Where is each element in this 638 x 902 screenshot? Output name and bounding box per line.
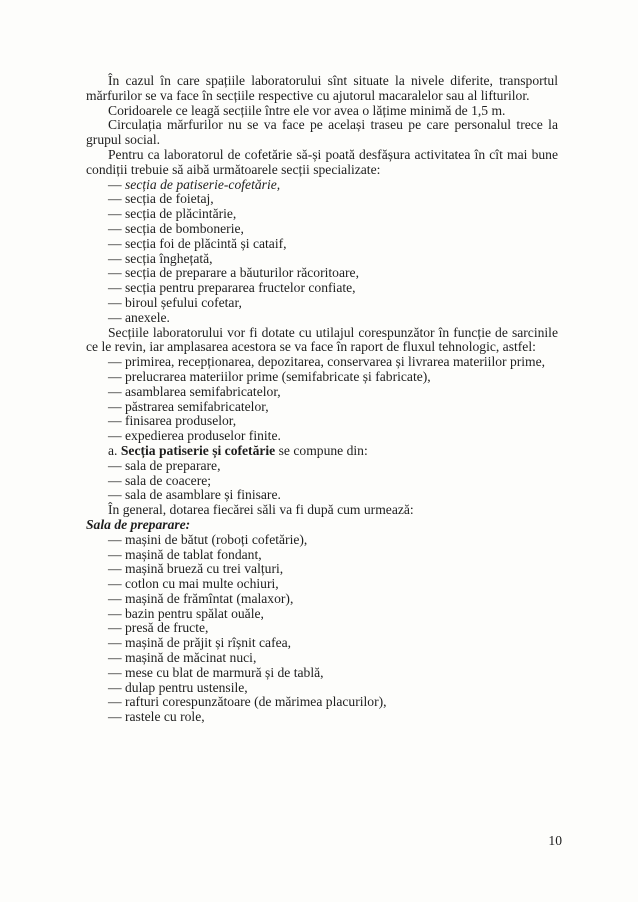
flux-item [86, 370, 558, 385]
dash-marker: — [108, 280, 122, 296]
sectie-item [86, 281, 558, 296]
dash-marker: — [108, 354, 122, 370]
flux-item [86, 414, 558, 429]
dotare-item-text: rastele cu role, [125, 709, 205, 725]
dash-marker: — [108, 206, 122, 222]
flux-item [86, 429, 558, 444]
flux-item-text: păstrarea semifabricatelor, [125, 398, 269, 414]
dash-marker: — [108, 709, 122, 725]
paragraph-dotare-utilaj: Secțiile laboratorului vor fi dotate cu utilajul corespunzător în funcție de sarcinile ce le revin, iar amplasarea acestora se va face în raport de fluxul tehnologic, astfel: [86, 324, 558, 355]
dash-marker: — [108, 605, 122, 621]
paragraph-circulatie: Circulația mărfurilor nu se va face pe același traseu pe care personalul trece la grupul social. [86, 117, 558, 148]
dotare-item-text: mașină de măcinat nuci, [125, 650, 257, 666]
dash-marker: — [108, 650, 122, 666]
sectie-item [86, 237, 558, 252]
dash-marker: — [108, 250, 122, 266]
flux-item-text: asamblarea semifabricatelor, [125, 383, 281, 399]
sectie-item-text: biroul șefului cofetar, [125, 294, 242, 310]
dash-marker: — [108, 309, 122, 325]
flux-list [86, 355, 558, 444]
dash-marker: — [108, 679, 122, 695]
dotare-item [86, 695, 558, 710]
flux-item [86, 385, 558, 400]
sectie-item-text: secția de foietaj, [125, 191, 214, 207]
sectie-item [86, 296, 558, 311]
dash-marker: — [108, 235, 122, 251]
dash-marker: — [108, 294, 122, 310]
dash-marker: — [108, 191, 122, 207]
dash-marker: — [108, 561, 122, 577]
dotare-item-text: mașini de bătut (roboți cofetărie), [125, 531, 308, 547]
dotare-item-text: bazin pentru spălat ouăle, [125, 605, 264, 621]
dotare-item [86, 651, 558, 666]
sala-item [86, 474, 558, 489]
dash-marker: — [108, 531, 122, 547]
dash-marker: — [108, 472, 122, 488]
dotare-item-text: mașină de frămîntat (malaxor), [125, 590, 294, 606]
dash-marker: — [108, 176, 122, 192]
flux-item-text: primirea, recepționarea, depozitarea, conservarea și livrarea materiilor prime, [125, 354, 546, 370]
dotare-item-text: mașină brueză cu trei valțuri, [125, 561, 284, 577]
sectie-item [86, 311, 558, 326]
dotare-item [86, 592, 558, 607]
section-title: Secția patiserie și cofetărie [120, 442, 276, 458]
dotare-item [86, 666, 558, 681]
flux-item [86, 355, 558, 370]
dotare-item [86, 577, 558, 592]
sectie-item-text: secția de bombonerie, [125, 220, 244, 236]
dotare-list [86, 533, 558, 725]
paragraph-dotare-sali: În general, dotarea fiecărei săli va fi după cum urmează: [108, 502, 414, 518]
dash-marker: — [108, 383, 122, 399]
dotare-item [86, 710, 558, 725]
sala-item-text: sala de coacere; [125, 472, 212, 488]
flux-item [86, 400, 558, 415]
dash-marker: — [108, 590, 122, 606]
dotare-item-text: mașină de prăjit și rîșnit cafea, [125, 635, 292, 651]
dash-marker: — [108, 635, 122, 651]
sala-item [86, 488, 558, 503]
dotare-item [86, 562, 558, 577]
sala-item [86, 459, 558, 474]
paragraph-coridoare: Coridoarele ce leagă secțiile între ele vor avea o lățime minimă de 1,5 m. [108, 102, 506, 118]
sectie-item-text: secția de plăcintărie, [125, 206, 237, 222]
sectie-item [86, 252, 558, 267]
sectii-list [86, 178, 558, 326]
paragraph-sectii-intro: Pentru ca laboratorul de cofetărie să-și poată desfășura activitatea în cît mai bune condiții trebuie să aibă următoarele secții specializate: [86, 146, 558, 177]
flux-item-text: prelucrarea materiilor prime (semifabricate și fabricate), [125, 368, 431, 384]
paragraph-transport: În cazul în care spațiile laboratorului sînt situate la nivele diferite, transportul mărfurilor se va face în secțiile respective cu ajutorul macaralelor sau al lifturilor. [86, 73, 558, 103]
dash-marker: — [108, 694, 122, 710]
dotare-item-text: mese cu blat de marmură și de tablă, [125, 664, 324, 680]
dotare-item [86, 681, 558, 696]
dotare-item-text: presă de fructe, [125, 620, 209, 636]
dotare-item [86, 621, 558, 636]
flux-item-text: expedierea produselor finite. [125, 428, 281, 444]
sali-list [86, 459, 558, 503]
sectie-item-text: secția de patiserie-cofetărie, [125, 176, 281, 192]
sectie-item-text: secția înghețată, [125, 250, 213, 266]
dotare-item-text: dulap pentru ustensile, [125, 679, 248, 695]
dash-marker: — [108, 620, 122, 636]
dash-marker: — [108, 368, 122, 384]
page-number: 10 [548, 833, 562, 848]
sectie-item [86, 222, 558, 237]
sectie-item-text: secția de preparare a băuturilor răcoritoare, [125, 265, 359, 281]
subheading-sala-preparare: Sala de preparare: [86, 516, 191, 532]
dotare-item-text: rafturi corespunzătoare (de mărimea placurilor), [125, 694, 387, 710]
dash-marker: — [108, 265, 122, 281]
dash-marker: — [108, 220, 122, 236]
sectie-item-text: anexele. [125, 309, 170, 325]
sectie-item-text: secția pentru prepararea fructelor confiate, [125, 280, 356, 296]
dash-marker: — [108, 664, 122, 680]
section-letter: a. [108, 442, 118, 458]
dash-marker: — [108, 487, 122, 503]
flux-item-text: finisarea produselor, [125, 413, 237, 429]
sectie-item [86, 266, 558, 281]
dotare-item [86, 533, 558, 548]
sectie-item-text: secția foi de plăcintă și cataif, [125, 235, 287, 251]
dash-marker: — [108, 457, 122, 473]
dotare-item [86, 607, 558, 622]
document-page [86, 74, 558, 725]
paragraph-sectia-patiserie [86, 444, 558, 459]
dash-marker: — [108, 428, 122, 444]
dash-marker: — [108, 413, 122, 429]
sectie-item [86, 207, 558, 222]
dotare-item-text: cotlon cu mai multe ochiuri, [125, 576, 279, 592]
sala-item-text: sala de preparare, [125, 457, 221, 473]
dotare-item [86, 636, 558, 651]
dotare-item [86, 548, 558, 563]
sala-item-text: sala de asamblare și finisare. [125, 487, 281, 503]
section-title-rest: se compune din: [278, 442, 368, 458]
dotare-item-text: mașină de tablat fondant, [125, 546, 262, 562]
sectie-item [86, 178, 558, 193]
dash-marker: — [108, 576, 122, 592]
dash-marker: — [108, 546, 122, 562]
sectie-item [86, 192, 558, 207]
dash-marker: — [108, 398, 122, 414]
